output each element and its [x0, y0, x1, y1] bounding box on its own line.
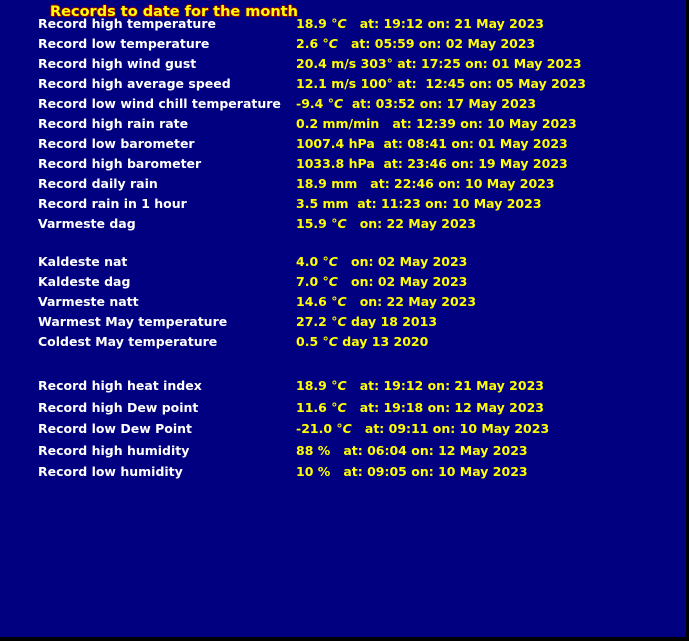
record-value: 7.0 °C on: 02 May 2023	[296, 274, 468, 289]
record-label: Kaldeste nat	[38, 254, 128, 269]
record-row	[0, 314, 686, 334]
record-row	[0, 274, 686, 294]
record-row	[0, 216, 686, 236]
record-value: 0.5 °C day 13 2020	[296, 334, 429, 349]
record-row	[0, 464, 686, 486]
record-value: 27.2 °C day 18 2013	[296, 314, 438, 329]
record-value: 11.6 °C at: 19:18 on: 12 May 2023	[296, 399, 544, 415]
record-label: Record high average speed	[38, 76, 231, 91]
record-row	[0, 400, 686, 422]
section-day-night-records	[0, 254, 686, 354]
record-label: Record high barometer	[38, 156, 202, 171]
page-title: Records to date for the month	[50, 4, 298, 20]
record-row	[0, 443, 686, 465]
record-label: Record high wind gust	[38, 56, 197, 71]
record-row	[0, 76, 686, 96]
record-value: 4.0 °C on: 02 May 2023	[296, 254, 468, 269]
record-row	[0, 176, 686, 196]
record-value: 18.9 °C at: 19:12 on: 21 May 2023	[296, 378, 544, 393]
record-label: Record high Dew point	[38, 399, 199, 415]
record-value: 18.9 mm at: 22:46 on: 10 May 2023	[296, 176, 555, 191]
record-value: 0.2 mm/min at: 12:39 on: 10 May 2023	[296, 116, 577, 131]
section-gap	[0, 354, 686, 378]
record-value: -9.4 °C at: 03:52 on: 17 May 2023	[296, 96, 537, 111]
record-label: Record rain in 1 hour	[38, 196, 187, 211]
record-label: Record low barometer	[38, 136, 195, 151]
record-label: Record low Dew Point	[38, 421, 192, 436]
records-list	[0, 16, 686, 486]
record-row	[0, 378, 686, 400]
record-label: Record high rain rate	[38, 116, 189, 131]
record-value: 1033.8 hPa at: 23:46 on: 19 May 2023	[296, 156, 568, 171]
record-row	[0, 156, 686, 176]
record-value: 10 % at: 09:05 on: 10 May 2023	[296, 464, 528, 479]
record-row	[0, 294, 686, 314]
record-value: 3.5 mm at: 11:23 on: 10 May 2023	[296, 196, 542, 211]
record-row	[0, 56, 686, 76]
record-row	[0, 196, 686, 216]
record-row	[0, 254, 686, 274]
record-label: Record high temperature	[38, 16, 216, 31]
record-row	[0, 96, 686, 116]
record-value: 1007.4 hPa at: 08:41 on: 01 May 2023	[296, 136, 568, 151]
record-label: Coldest May temperature	[38, 334, 218, 349]
record-value: 18.9 °C at: 19:12 on: 21 May 2023	[296, 16, 544, 31]
record-row	[0, 116, 686, 136]
section-monthly-records	[0, 16, 686, 236]
record-row	[0, 334, 686, 354]
section-heat-dew-humidity-records	[0, 378, 686, 486]
record-label: Record low temperature	[38, 36, 210, 51]
record-value: 88 % at: 06:04 on: 12 May 2023	[296, 442, 528, 458]
record-value: 2.6 °C at: 05:59 on: 02 May 2023	[296, 36, 536, 51]
record-value: 15.9 °C on: 22 May 2023	[296, 216, 477, 231]
record-value: 12.1 m/s 100° at: 12:45 on: 05 May 2023	[296, 76, 586, 91]
record-value: 14.6 °C on: 22 May 2023	[296, 294, 477, 309]
record-label: Varmeste natt	[38, 294, 139, 309]
record-row	[0, 421, 686, 443]
record-label: Record low wind chill temperature	[38, 96, 281, 111]
record-row	[0, 136, 686, 156]
record-label: Kaldeste dag	[38, 274, 131, 289]
record-label: Record daily rain	[38, 176, 158, 191]
record-label: Record high heat index	[38, 378, 202, 393]
section-gap	[0, 236, 686, 254]
record-value: 20.4 m/s 303° at: 17:25 on: 01 May 2023	[296, 56, 582, 71]
record-row	[0, 16, 686, 36]
record-label: Record low humidity	[38, 464, 183, 479]
record-label: Record high humidity	[38, 442, 190, 458]
record-row	[0, 36, 686, 56]
record-label: Warmest May temperature	[38, 314, 228, 329]
record-value: -21.0 °C at: 09:11 on: 10 May 2023	[296, 421, 550, 436]
record-label: Varmeste dag	[38, 216, 136, 231]
